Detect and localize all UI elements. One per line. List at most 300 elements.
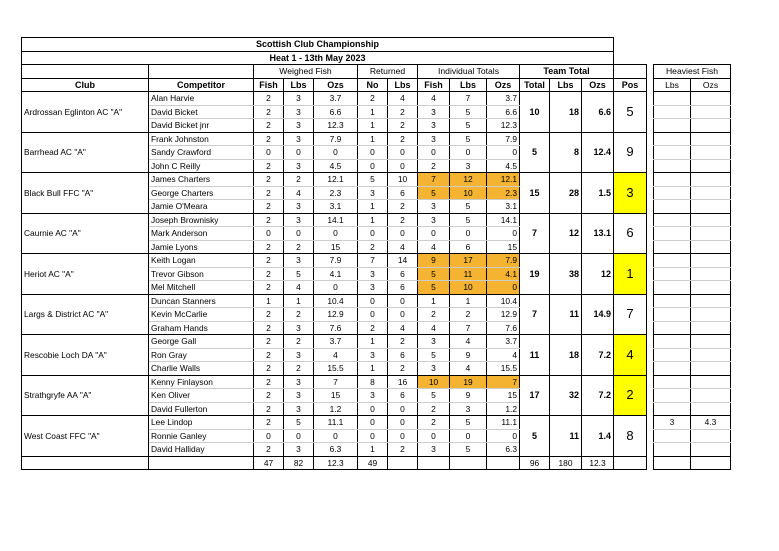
club-name: Black Bull FFC "A" [22,173,149,214]
returned-value: 2 [388,213,418,227]
weighed-value: 0 [284,429,314,443]
weighed-value: 2 [284,308,314,322]
spacer [647,173,654,187]
individual-lbs: 5 [450,119,487,133]
individual-ozs: 2.3 [487,186,520,200]
returned-value: 0 [358,416,388,430]
returned-value: 0 [358,146,388,160]
sheet-subtitle: Heat 1 - 13th May 2023 [22,51,614,65]
heaviest-lbs [654,146,691,160]
returned-value: 3 [358,186,388,200]
competitor-name: Mel Mitchell [149,281,254,295]
team-total-column-header: Total [520,78,550,92]
individual-ozs-column-header: Ozs [487,78,520,92]
team-total: 7 [520,213,550,254]
heaviest-ozs [691,402,731,416]
heaviest-ozs: 4.3 [691,416,731,430]
spacer [647,321,654,335]
weighed-value: 0 [314,227,358,241]
weighed-value: 4 [314,348,358,362]
club-column-header: Club [22,78,149,92]
team-lbs: 18 [550,92,582,133]
team-total: 17 [520,375,550,416]
heaviest-lbs [654,119,691,133]
returned-value: 0 [388,159,418,173]
individual-lbs: 17 [450,254,487,268]
team-position: 3 [614,173,647,214]
individual-lbs: 5 [450,443,487,457]
competitor-name: Trevor Gibson [149,267,254,281]
results-table [21,37,731,470]
weighed-value: 1.2 [314,402,358,416]
returned-value: 1 [358,200,388,214]
weighed-value: 3 [284,254,314,268]
individual-fish: 3 [418,335,450,349]
individual-totals-header: Individual Totals [418,65,520,79]
returned-value: 3 [358,281,388,295]
individual-ozs: 15.5 [487,362,520,376]
team-total: 10 [520,92,550,133]
team-ozs: 1.5 [582,173,614,214]
heaviest-lbs [654,213,691,227]
weighed-value: 2 [254,173,284,187]
spacer [647,281,654,295]
weighed-value: 2 [254,416,284,430]
weighed-value: 7.6 [314,321,358,335]
individual-lbs: 9 [450,348,487,362]
spacer [647,200,654,214]
individual-ozs: 0 [487,227,520,241]
individual-ozs: 4 [487,348,520,362]
heaviest-lbs [654,105,691,119]
weighed-value: 7.9 [314,254,358,268]
individual-fish: 2 [418,402,450,416]
individual-lbs: 10 [450,186,487,200]
weighed-value: 3 [284,348,314,362]
weighed-value: 1 [254,294,284,308]
individual-fish: 5 [418,267,450,281]
individual-lbs: 5 [450,105,487,119]
totals-empty [487,456,520,470]
weighed-fish-column-header: Fish [254,78,284,92]
returned-value: 2 [388,119,418,133]
heaviest-ozs [691,132,731,146]
weighed-value: 12.1 [314,173,358,187]
weighed-value: 0 [314,146,358,160]
heaviest-lbs [654,200,691,214]
weighed-value: 6.3 [314,443,358,457]
returned-value: 1 [358,335,388,349]
individual-fish: 3 [418,132,450,146]
weighed-value: 5 [284,416,314,430]
team-total: 11 [520,335,550,376]
table-row [22,92,731,106]
returned-value: 6 [388,348,418,362]
team-ozs: 13.1 [582,213,614,254]
individual-fish: 5 [418,186,450,200]
heaviest-ozs [691,362,731,376]
weighed-value: 2 [254,321,284,335]
heaviest-lbs [654,254,691,268]
weighed-value: 2 [254,254,284,268]
weighed-value: 3 [284,119,314,133]
competitor-name: Lee Lindop [149,416,254,430]
heaviest-ozs [691,429,731,443]
weighed-value: 2 [284,173,314,187]
weighed-lbs-column-header: Lbs [284,78,314,92]
individual-ozs: 10.4 [487,294,520,308]
team-total: 19 [520,254,550,295]
returned-value: 2 [358,240,388,254]
weighed-value: 2 [284,335,314,349]
competitor-column-header: Competitor [149,78,254,92]
individual-lbs: 0 [450,227,487,241]
weighed-value: 2 [254,159,284,173]
team-ozs: 7.2 [582,375,614,416]
competitor-name: Keith Logan [149,254,254,268]
returned-value: 1 [358,362,388,376]
returned-value: 1 [358,213,388,227]
competitor-name: David Fullerton [149,402,254,416]
returned-value: 1 [358,132,388,146]
competitor-name: Ron Gray [149,348,254,362]
competitor-name: George Gall [149,335,254,349]
returned-value: 0 [388,227,418,241]
competitor-name: Mark Anderson [149,227,254,241]
individual-ozs: 12.9 [487,308,520,322]
weighed-value: 7 [314,375,358,389]
team-lbs-column-header: Lbs [550,78,582,92]
individual-ozs: 0 [487,281,520,295]
heaviest-lbs: 3 [654,416,691,430]
individual-ozs: 3.1 [487,200,520,214]
results-sheet [21,37,731,470]
individual-ozs: 14.1 [487,213,520,227]
competitor-name: George Charters [149,186,254,200]
competitor-name: Duncan Stanners [149,294,254,308]
heaviest-lbs [654,186,691,200]
totals-empty [22,456,149,470]
heaviest-ozs [691,375,731,389]
returned-value: 16 [388,375,418,389]
competitor-name: Frank Johnston [149,132,254,146]
weighed-value: 0 [254,146,284,160]
weighed-value: 0 [284,227,314,241]
weighed-value: 4 [284,281,314,295]
total-team-lbs: 180 [550,456,582,470]
individual-fish: 2 [418,159,450,173]
individual-fish: 9 [418,254,450,268]
weighed-value: 2 [254,443,284,457]
individual-lbs: 4 [450,362,487,376]
weighed-value: 3 [284,402,314,416]
competitor-name: Ken Oliver [149,389,254,403]
individual-ozs: 3.7 [487,92,520,106]
returned-value: 2 [358,92,388,106]
individual-lbs: 1 [450,294,487,308]
returned-value: 0 [388,294,418,308]
individual-fish: 4 [418,92,450,106]
weighed-value: 14.1 [314,213,358,227]
heaviest-lbs [654,335,691,349]
weighed-value: 2 [254,267,284,281]
returned-value: 8 [358,375,388,389]
spacer [647,375,654,389]
individual-lbs: 12 [450,173,487,187]
weighed-value: 3 [284,92,314,106]
heaviest-lbs [654,294,691,308]
individual-ozs: 15 [487,389,520,403]
returned-value: 1 [358,443,388,457]
weighed-value: 2 [254,335,284,349]
spacer [647,416,654,430]
totals-empty [149,456,254,470]
heaviest-lbs [654,429,691,443]
heaviest-lbs-column-header: Lbs [654,78,691,92]
weighed-value: 2 [254,362,284,376]
returned-value: 0 [358,429,388,443]
total-team-total: 96 [520,456,550,470]
spacer [647,159,654,173]
returned-value: 0 [388,416,418,430]
heaviest-lbs [654,389,691,403]
individual-fish: 4 [418,240,450,254]
spacer [647,308,654,322]
weighed-ozs-column-header: Ozs [314,78,358,92]
weighed-value: 3 [284,389,314,403]
weighed-value: 2 [254,119,284,133]
weighed-value: 3.7 [314,92,358,106]
heaviest-lbs [654,348,691,362]
total-team-ozs: 12.3 [582,456,614,470]
weighed-value: 4 [284,186,314,200]
returned-value: 0 [358,294,388,308]
club-name: Barrhead AC "A" [22,132,149,173]
heaviest-lbs [654,308,691,322]
weighed-value: 11.1 [314,416,358,430]
competitor-name: Joseph Brownisky [149,213,254,227]
returned-value: 6 [388,267,418,281]
team-position: 1 [614,254,647,295]
individual-lbs: 10 [450,281,487,295]
spacer [647,402,654,416]
heaviest-ozs [691,240,731,254]
totals-empty [614,456,647,470]
team-total: 5 [520,132,550,173]
weighed-value: 3 [284,132,314,146]
team-lbs: 8 [550,132,582,173]
heaviest-ozs [691,159,731,173]
weighed-value: 15.5 [314,362,358,376]
returned-value: 10 [388,173,418,187]
club-name: Ardrossan Eglinton AC "A" [22,92,149,133]
weighed-value: 2 [254,132,284,146]
returned-value: 0 [388,308,418,322]
team-ozs: 6.6 [582,92,614,133]
spacer [647,186,654,200]
weighed-value: 2 [254,389,284,403]
returned-value: 1 [358,119,388,133]
heaviest-ozs [691,335,731,349]
weighed-value: 3 [284,443,314,457]
team-ozs: 1.4 [582,416,614,457]
total-ozs: 12.3 [314,456,358,470]
table-row [22,173,731,187]
individual-lbs: 7 [450,92,487,106]
weighed-value: 2 [254,375,284,389]
total-fish: 47 [254,456,284,470]
heaviest-lbs [654,173,691,187]
weighed-value: 0 [284,146,314,160]
heaviest-ozs [691,308,731,322]
team-lbs: 12 [550,213,582,254]
weighed-value: 2 [254,308,284,322]
heaviest-ozs [691,321,731,335]
weighed-value: 1 [284,294,314,308]
individual-ozs: 3.7 [487,335,520,349]
team-position: 6 [614,213,647,254]
individual-fish: 3 [418,119,450,133]
competitor-name: Kenny Finlayson [149,375,254,389]
individual-lbs: 0 [450,146,487,160]
individual-fish: 2 [418,308,450,322]
weighed-value: 3.7 [314,335,358,349]
club-name: Largs & District AC "A" [22,294,149,335]
individual-ozs: 11.1 [487,416,520,430]
individual-fish: 0 [418,227,450,241]
spacer [647,105,654,119]
club-name: Strathgryfe AA "A" [22,375,149,416]
individual-ozs: 6.6 [487,105,520,119]
returned-value: 1 [358,105,388,119]
weighed-value: 15 [314,389,358,403]
individual-fish: 1 [418,294,450,308]
team-lbs: 18 [550,335,582,376]
team-total: 5 [520,416,550,457]
heaviest-ozs [691,389,731,403]
totals-row [22,456,731,470]
heaviest-lbs [654,443,691,457]
spacer [647,267,654,281]
total-lbs: 82 [284,456,314,470]
returned-value: 7 [358,254,388,268]
heaviest-ozs [691,105,731,119]
competitor-name: Ronnie Ganley [149,429,254,443]
individual-fish: 5 [418,281,450,295]
weighed-value: 4.1 [314,267,358,281]
returned-value: 5 [358,173,388,187]
table-row [22,335,731,349]
individual-fish: 4 [418,321,450,335]
heaviest-ozs [691,294,731,308]
weighed-value: 0 [314,429,358,443]
individual-fish: 3 [418,213,450,227]
heaviest-ozs [691,267,731,281]
team-ozs: 12.4 [582,132,614,173]
individual-ozs: 0 [487,429,520,443]
spacer [647,119,654,133]
individual-fish: 3 [418,362,450,376]
totals-empty [450,456,487,470]
team-total-header: Team Total [520,65,614,79]
heaviest-ozs [691,348,731,362]
competitor-name: Alan Harvie [149,92,254,106]
individual-lbs: 2 [450,308,487,322]
spacer [647,389,654,403]
weighed-value: 12.9 [314,308,358,322]
returned-value: 4 [388,92,418,106]
individual-fish: 0 [418,146,450,160]
spacer [647,146,654,160]
team-position: 4 [614,335,647,376]
club-name: Rescobie Loch DA "A" [22,335,149,376]
heaviest-ozs [691,146,731,160]
weighed-value: 3 [284,375,314,389]
heaviest-ozs [691,227,731,241]
individual-lbs: 5 [450,200,487,214]
weighed-value: 2 [254,92,284,106]
table-row [22,375,731,389]
club-name: Heriot AC "A" [22,254,149,295]
individual-fish: 3 [418,443,450,457]
table-row [22,213,731,227]
heaviest-ozs [691,254,731,268]
team-ozs: 12 [582,254,614,295]
spacer [647,227,654,241]
totals-empty [691,456,731,470]
table-row [22,254,731,268]
weighed-value: 2 [284,362,314,376]
sheet-title: Scottish Club Championship [22,38,614,52]
individual-ozs: 7.9 [487,132,520,146]
individual-ozs: 15 [487,240,520,254]
heaviest-lbs [654,267,691,281]
weighed-value: 3 [284,200,314,214]
weighed-value: 15 [314,240,358,254]
team-total: 15 [520,173,550,214]
individual-ozs: 4.1 [487,267,520,281]
weighed-value: 2 [284,240,314,254]
competitor-name: Graham Hands [149,321,254,335]
weighed-value: 7.9 [314,132,358,146]
individual-fish: 3 [418,200,450,214]
weighed-value: 3 [284,321,314,335]
individual-ozs: 6.3 [487,443,520,457]
weighed-value: 0 [254,429,284,443]
spacer [647,240,654,254]
team-ozs: 14.9 [582,294,614,335]
individual-ozs: 12.3 [487,119,520,133]
individual-lbs: 6 [450,240,487,254]
returned-value: 0 [388,146,418,160]
returned-value: 0 [358,308,388,322]
individual-lbs: 5 [450,416,487,430]
team-lbs: 11 [550,416,582,457]
weighed-value: 2 [254,213,284,227]
weighed-value: 2 [254,200,284,214]
returned-value: 4 [388,321,418,335]
individual-lbs: 11 [450,267,487,281]
spacer [647,335,654,349]
heaviest-ozs [691,443,731,457]
individual-ozs: 4.5 [487,159,520,173]
weighed-value: 0 [254,227,284,241]
individual-fish: 3 [418,105,450,119]
competitor-name: Sandy Crawford [149,146,254,160]
weighed-value: 12.3 [314,119,358,133]
competitor-name: David Bicket jnr [149,119,254,133]
returned-value: 2 [388,200,418,214]
